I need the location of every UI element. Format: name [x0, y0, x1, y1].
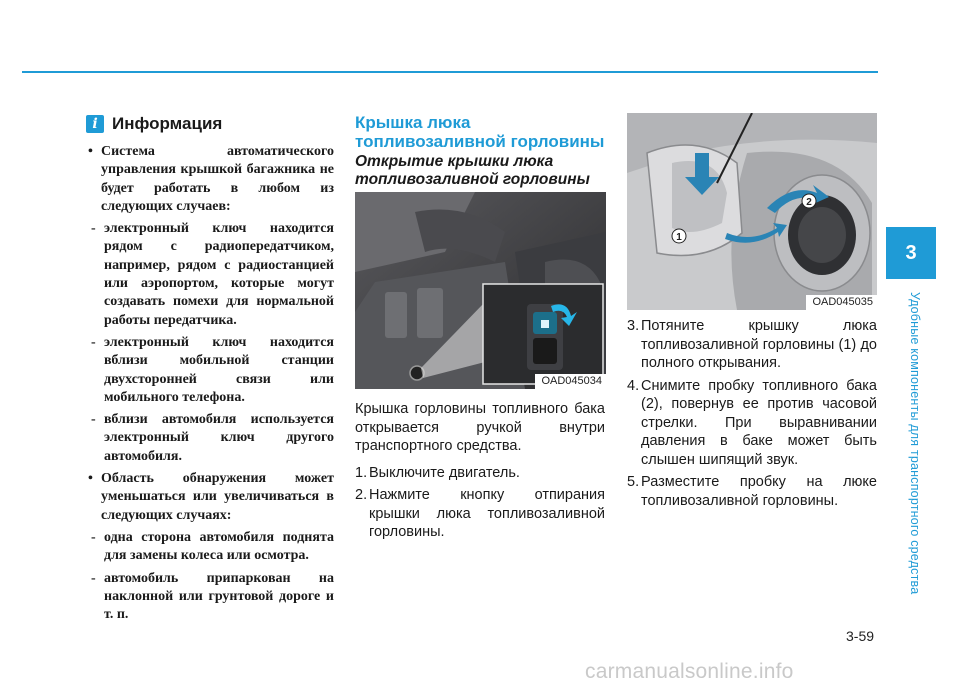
section-body-right	[627, 317, 877, 514]
info-body	[80, 143, 334, 628]
step-number: 3.	[627, 318, 640, 334]
section-subtitle: Открытие крышки люка топливозаливной горловины	[355, 153, 590, 188]
step-item	[355, 486, 605, 542]
page-number: 3-59	[846, 628, 875, 644]
info-sub-item: - одна сторона автомобиля поднята для замены колеса или осмотра.	[80, 529, 334, 566]
step-item	[627, 473, 877, 510]
step-text: Выключите двигатель.	[369, 464, 520, 481]
section-title: Крышка люка топливозаливной горловины	[355, 113, 605, 151]
watermark: carmanualsonline.info	[585, 660, 794, 683]
info-header	[86, 114, 222, 134]
chapter-title: Удобные компоненты для транспортного средства	[908, 292, 922, 595]
step-text: Снимите пробку топливного бака (2), повернув ее против часовой стрелки. При выравнивании давления в баке может быть слышен шипящий звук.	[641, 377, 877, 468]
fuel-door-release-illustration	[355, 192, 606, 389]
fuel-cap-illustration	[627, 113, 877, 310]
intro-paragraph: Крышка горловины топливного бака открывается ручкой внутри транспортного средства.	[355, 401, 605, 454]
info-sub-item: - электронный ключ находится рядом с радиопередатчиком, например, рядом с радиостанцией или аэропортом, которые могут создавать помехи для нормальной работы передатчика.	[80, 220, 334, 330]
section-body-left	[355, 400, 605, 546]
info-sub-item: - электронный ключ находится вблизи мобильной станции двухсторонней связи или мобильного телефона.	[80, 334, 334, 407]
step-number: 4.	[627, 377, 640, 394]
chapter-tab	[886, 227, 936, 279]
car-interior-drawing	[355, 192, 606, 389]
info-sub-item: - вблизи автомобиля используется электронный ключ другого автомобиля.	[80, 411, 334, 466]
step-number: 5.	[627, 474, 640, 490]
callout-2: 2	[806, 197, 812, 208]
step-item	[627, 317, 877, 373]
info-title: Информация	[112, 114, 223, 133]
chapter-number: 3	[905, 241, 917, 264]
step-text: Потяните крышку люка топливозаливной горловины (1) до полного открывания.	[641, 318, 877, 371]
step-number: 2.	[355, 487, 368, 503]
step-item	[355, 464, 605, 483]
fuel-door-drawing	[627, 113, 877, 310]
image-code: OAD045034	[535, 374, 606, 389]
step-number: 1.	[355, 464, 368, 481]
step-item	[627, 377, 877, 470]
step-text: Нажмите кнопку отпирания крышки люка топливозаливной горловины.	[369, 487, 605, 540]
info-bullet: • Система автоматического управления крышкой багажника не будет работать в любом из следующих случаев:	[80, 143, 334, 216]
image-code: OAD045035	[806, 295, 877, 310]
info-sub-item: - автомобиль припаркован на наклонной или грунтовой дороге и т. п.	[80, 570, 334, 625]
header-rule	[22, 71, 878, 73]
callout-1: 1	[676, 232, 682, 243]
info-icon: i	[86, 115, 104, 133]
info-bullet: • Область обнаружения может уменьшаться или увеличиваться в следующих случаях:	[80, 470, 334, 525]
step-text: Разместите пробку на люке топливозаливной горловины.	[641, 474, 877, 509]
